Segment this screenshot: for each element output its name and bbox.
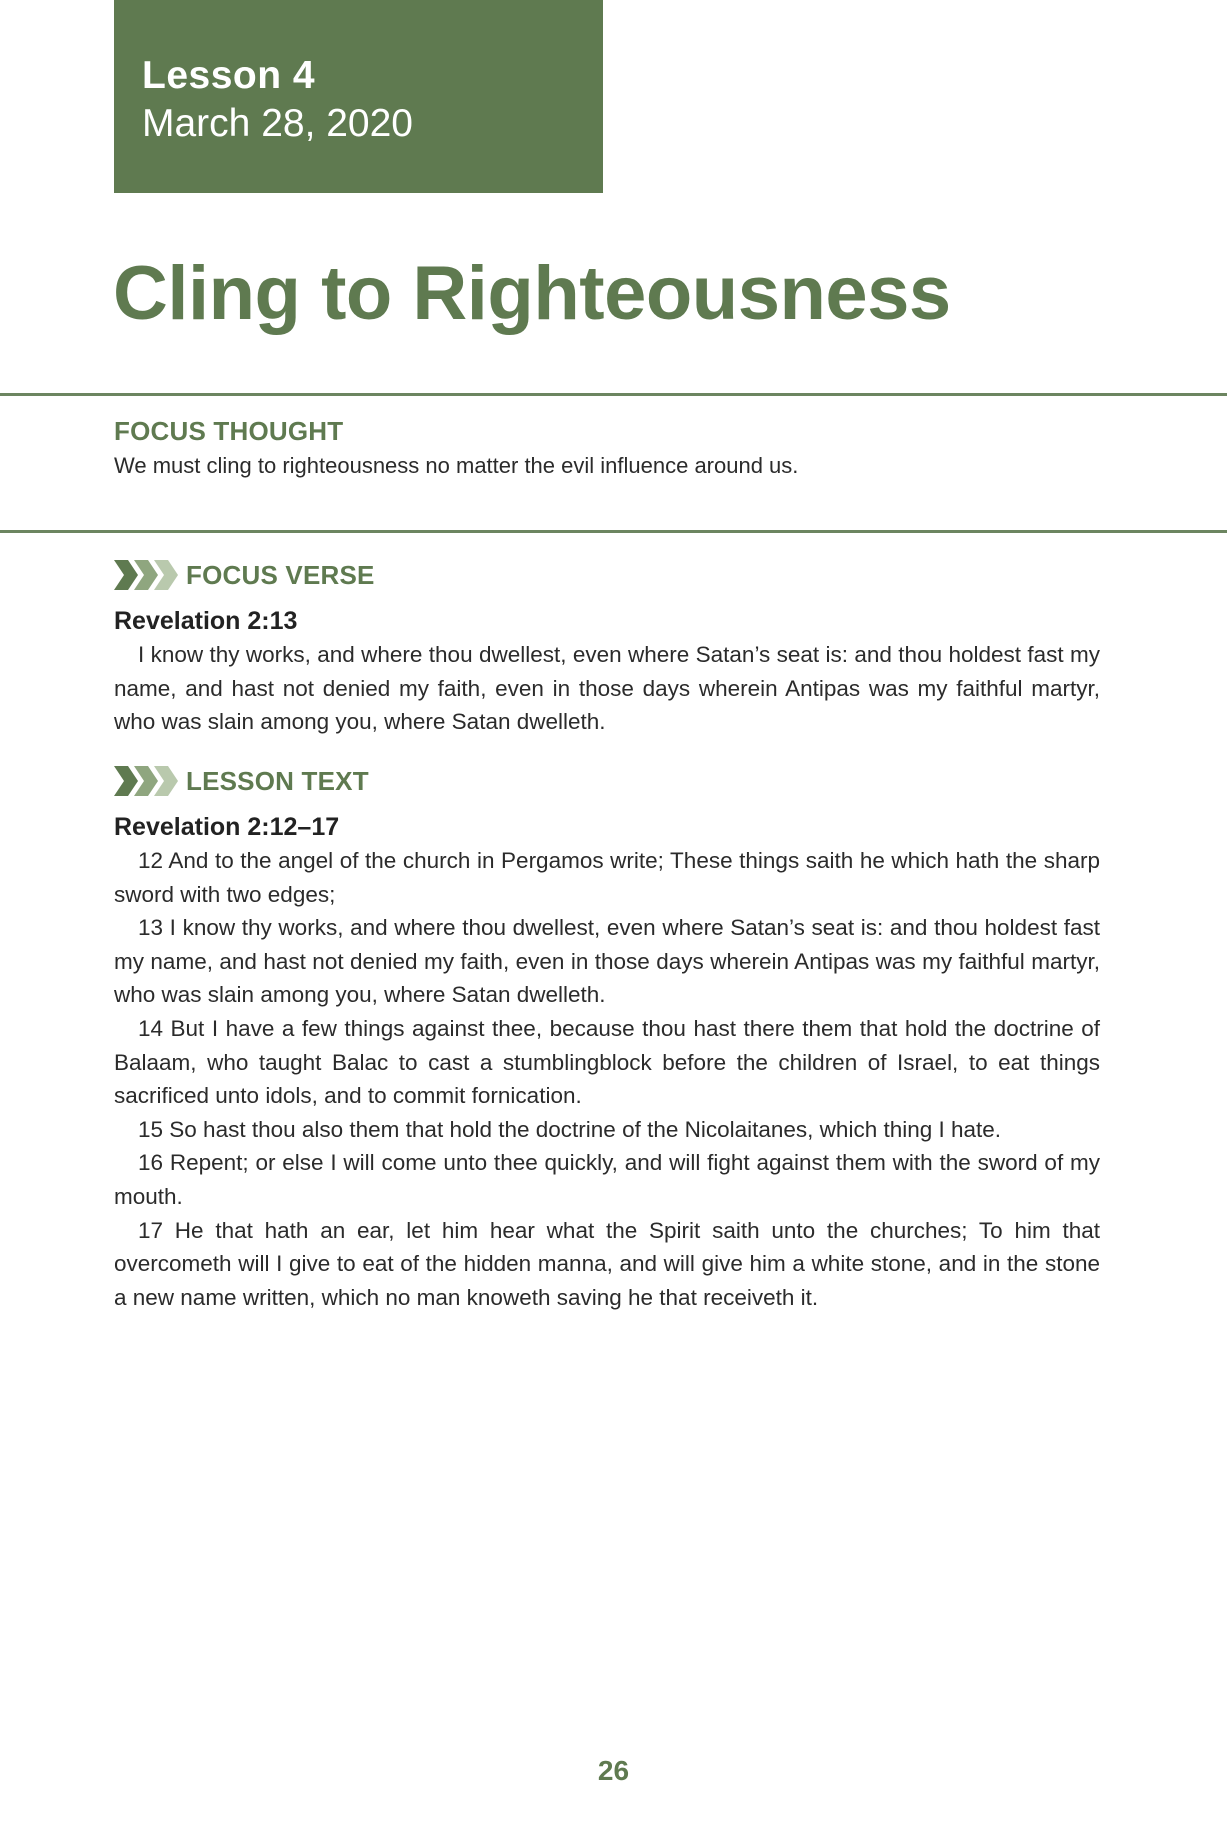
focus-verse-title-row — [114, 556, 1100, 594]
lesson-date: March 28, 2020 — [142, 102, 414, 145]
focus-verse-reference: Revelation 2:13 — [114, 607, 298, 635]
lesson-number: Lesson 4 — [142, 54, 316, 97]
focus-thought-heading: FOCUS THOUGHT — [114, 416, 344, 446]
focus-thought-section — [114, 413, 1114, 483]
divider-top — [0, 393, 1227, 396]
page-number: 26 — [597, 1755, 630, 1786]
lesson-header-box — [114, 0, 603, 193]
verse-14: 14 But I have a few things against thee, because thou hast there them that hold the doctrine of Balaam, who taught Balac to cast a stumblingblock before the children of Israel, to eat things sacrificed unto idols, and to commit fornication. — [114, 1015, 1100, 1109]
focus-verse-section — [114, 556, 1100, 739]
verse-16: 16 Repent; or else I will come unto thee quickly, and will fight against them with the sword of my mouth. — [114, 1150, 1100, 1209]
focus-thought-text: We must cling to righteousness no matter the evil influence around us. — [114, 453, 799, 478]
page-title: Cling to Righteousness — [113, 251, 951, 336]
verse-17: 17 He that hath an ear, let him hear what the Spirit saith unto the churches; To him that overcometh will I give to eat of the hidden manna, and will give him a white stone, and in the stone a new name written, which no man knoweth saving he that receiveth it. — [114, 1217, 1100, 1310]
verse-13: 13 I know thy works, and where thou dwellest, even where Satan’s seat is: and thou holdest fast my name, and hast not denied my faith, even in those days wherein Antipas was my faithful martyr, who was slain among you, where Satan dwelleth. — [114, 915, 1100, 1008]
verse-15: 15 So hast thou also them that hold the doctrine of the Nicolaitanes, which thing I hate. — [138, 1116, 1002, 1142]
lesson-text-reference: Revelation 2:12–17 — [114, 813, 340, 841]
focus-verse-heading: FOCUS VERSE — [186, 560, 375, 590]
chevrons-icon — [114, 766, 178, 796]
divider-bottom — [0, 530, 1227, 533]
lesson-text-section — [114, 762, 1100, 1314]
lesson-text-heading: LESSON TEXT — [186, 766, 369, 796]
lesson-text-title-row — [114, 762, 1100, 800]
verse-12: 12 And to the angel of the church in Pergamos write; These things saith he which hath the sharp sword with two edges; — [114, 848, 1100, 907]
focus-verse-text: I know thy works, and where thou dwellest, even where Satan’s seat is: and thou holdest fast my name, and hast not denied my faith, even in those days wherein Antipas was my faithful martyr, who was slain among you, where Satan dwelleth. — [114, 642, 1100, 735]
chevrons-icon — [114, 560, 178, 590]
